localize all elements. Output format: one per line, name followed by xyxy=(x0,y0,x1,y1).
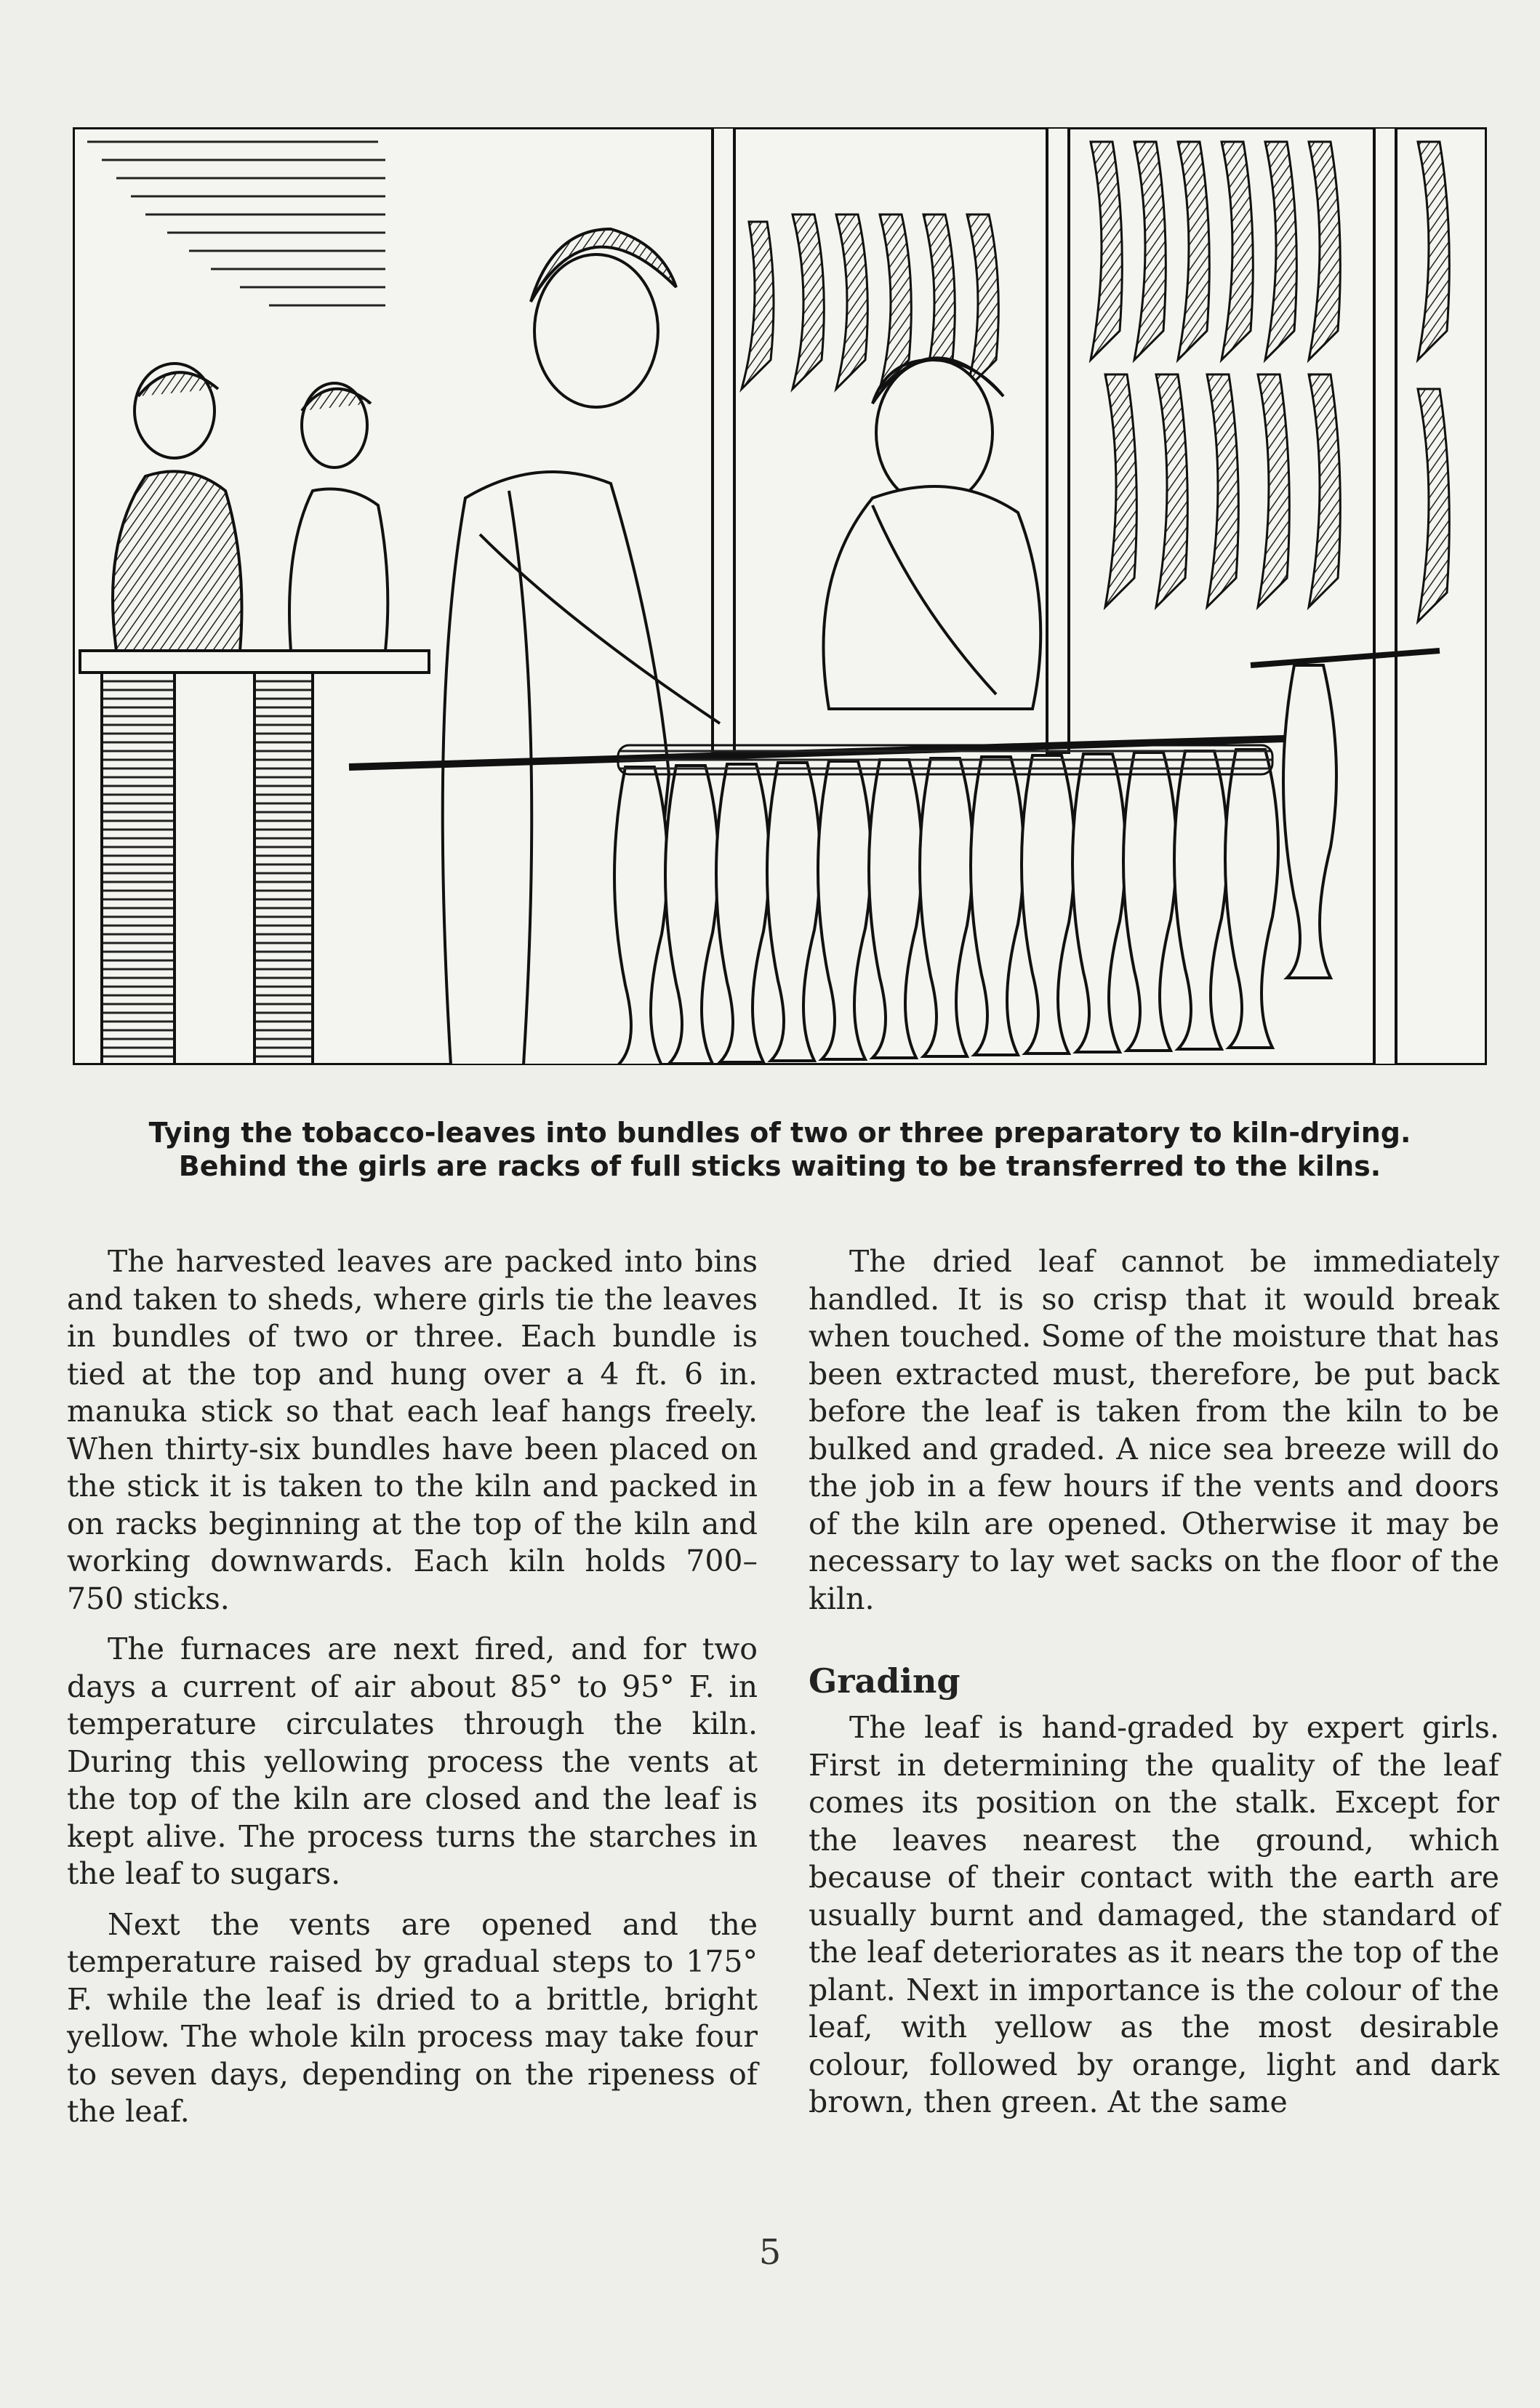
section-heading-grading: Grading xyxy=(809,1661,961,1701)
left-text-column xyxy=(67,1243,758,2144)
caption-line-2: Behind the girls are racks of full sticks waiting to be transferred to the kilns. xyxy=(178,1150,1381,1182)
right-text-column xyxy=(809,1243,1499,2135)
caption-line-1: Tying the tobacco-leaves into bundles of two or three preparatory to kiln-drying. xyxy=(148,1117,1411,1149)
paragraph-vents-opened: Next the vents are opened and the temperature raised by gradual steps to 175° F. while the leaf is dried to a brittle, bright yellow. The whole kiln process may take four to seven days, depending on the ripeness of the leaf. xyxy=(67,1906,758,2129)
tobacco-tying-illustration xyxy=(73,127,1487,1065)
paragraph-furnaces: The furnaces are next fired, and for two days a current of air about 85° to 95° F. in temperature circulates through the kiln. During this yellowing process the vents at the top of the kiln are closed and the leaf is kept alive. The process turns the starches in the leaf to sugars. xyxy=(67,1632,758,1891)
paragraph-harvested-leaves: The harvested leaves are packed into bins and taken to sheds, where girls tie the leaves in bundles of two or three. Each bundle is tied at the top and hung over a 4 ft. 6 in. manuka stick so that each leaf hangs freely. When thirty-six bundles have been placed on the stick it is taken to the kiln and packed in on racks beginning at the top of the kiln and working downwards. Each kiln holds 700–750 sticks. xyxy=(67,1244,758,1616)
figure-caption xyxy=(58,1116,1501,1183)
paragraph-grading: The leaf is hand-graded by expert girls. First in determining the quality of the leaf comes its position on the stalk. Except for the leaves nearest the ground, which because of their contact with the earth are usually burnt and damaged, the standard of the leaf deteriorates as it nears the top of the plant. Next in importance is the colour of the leaf, with yellow as the most desirable colour, followed by orange, light and dark brown, then green. At the same xyxy=(809,1710,1499,2119)
paragraph-dried-leaf: The dried leaf cannot be immediately handled. It is so crisp that it would break when touched. Some of the moisture that has been extracted must, therefore, be put back before the leaf is taken from the kiln to be bulked and graded. A nice sea breeze will do the job in a few hours if the vents and doors of the kiln are opened. Otherwise it may be necessary to lay wet sacks on the floor of the kiln. xyxy=(809,1244,1499,1616)
page-number: 5 xyxy=(758,2232,782,2273)
